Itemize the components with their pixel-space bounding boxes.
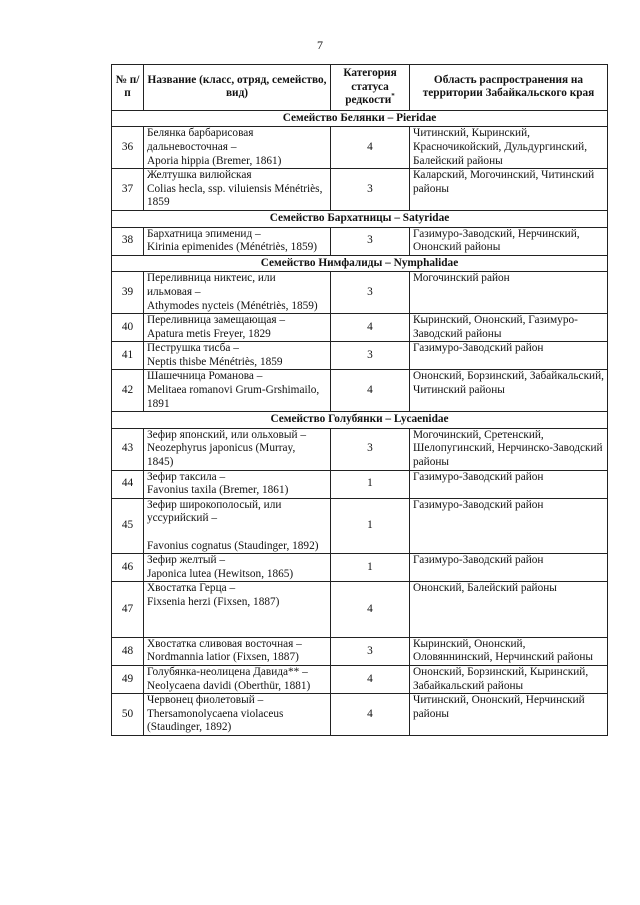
rarity-category: 3 [331, 342, 410, 370]
species-name [144, 314, 331, 342]
species-name [144, 428, 331, 470]
row-number: 45 [112, 498, 144, 553]
species-name [144, 169, 331, 211]
distribution-area: Каларский, Могочинский, Читинский районы [410, 169, 608, 211]
rarity-category: 4 [331, 694, 410, 736]
rarity-category: 1 [331, 470, 410, 498]
header-category-mark: * [391, 92, 395, 101]
rarity-category: 3 [331, 272, 410, 314]
family-row [112, 110, 608, 127]
species-name-line: Зефир таксила – [147, 470, 226, 483]
species-name-line: Голубянка-неолицена Давида** – [147, 665, 308, 678]
species-name-line [147, 610, 327, 624]
rarity-category: 4 [331, 665, 410, 693]
species-name-line [147, 526, 327, 540]
table-row [112, 370, 608, 412]
species-name-line: уссурийский – [147, 512, 217, 525]
family-row [112, 255, 608, 272]
header-name: Название (класс, отряд, семейство, вид) [144, 65, 331, 111]
species-name-line: 1845) [147, 456, 174, 469]
row-number: 41 [112, 342, 144, 370]
distribution-area: Читинский, Кыринский, Красночикойский, Дульдургинский, Балейский районы [410, 127, 608, 169]
distribution-area: Газимуро-Заводский район [410, 470, 608, 498]
table-body [112, 110, 608, 735]
row-number: 48 [112, 637, 144, 665]
table-row [112, 498, 608, 553]
species-name-line: Белянка барбарисовая [147, 127, 254, 140]
family-row [112, 412, 608, 429]
rarity-category: 1 [331, 554, 410, 582]
table-row [112, 314, 608, 342]
header-area: Область распространения на территории Забайкальского края [410, 65, 608, 111]
family-row [112, 210, 608, 227]
species-name-line: Шашечница Романова – [147, 370, 263, 383]
row-number: 42 [112, 370, 144, 412]
row-number: 43 [112, 428, 144, 470]
rarity-category: 3 [331, 169, 410, 211]
distribution-area: Газимуро-Заводский район [410, 342, 608, 370]
species-name-line: Colias hecla, ssp. viluiensis Ménétriès, [147, 182, 323, 195]
table-row [112, 127, 608, 169]
species-name-line: Kirinia epimenides (Ménétriès, 1859) [147, 241, 318, 254]
species-name-line: Apatura metis Freyer, 1829 [147, 327, 271, 340]
species-name-line: Thersamonolycaena violaceus [147, 707, 284, 720]
species-name-line: Зефир желтый – [147, 554, 226, 567]
row-number: 39 [112, 272, 144, 314]
species-name [144, 272, 331, 314]
species-name [144, 582, 331, 637]
species-name-line: Athymodes nycteis (Ménétriès, 1859) [147, 299, 318, 312]
row-number: 36 [112, 127, 144, 169]
species-name-line: 1859 [147, 196, 170, 209]
rarity-category: 4 [331, 314, 410, 342]
distribution-area: Читинский, Ононский, Нерчинский районы [410, 694, 608, 736]
table-row [112, 665, 608, 693]
table-row [112, 694, 608, 736]
row-number: 46 [112, 554, 144, 582]
species-name [144, 127, 331, 169]
species-name-line: 1891 [147, 397, 170, 410]
row-number: 44 [112, 470, 144, 498]
row-number: 37 [112, 169, 144, 211]
distribution-area: Газимуро-Заводский район [410, 554, 608, 582]
species-name-line: Зефир широкополосый, или [147, 498, 282, 511]
table-row [112, 169, 608, 211]
species-name-line: Fixsenia herzi (Fixsen, 1887) [147, 595, 280, 608]
species-name [144, 227, 331, 255]
rarity-category: 4 [331, 370, 410, 412]
table-header-row [112, 65, 608, 111]
species-name-line: Favonius taxila (Bremer, 1861) [147, 484, 289, 497]
red-book-table [111, 64, 608, 736]
species-name-line [147, 623, 327, 637]
distribution-area: Газимуро-Заводский, Нерчинский, Ононский районы [410, 227, 608, 255]
distribution-area: Газимуро-Заводский район [410, 498, 608, 553]
table-row [112, 272, 608, 314]
page-number: 7 [317, 38, 323, 52]
header-number: № п/п [112, 65, 144, 111]
species-name [144, 342, 331, 370]
species-name [144, 694, 331, 736]
species-name-line: Melitaea romanovi Grum-Grshimailo, [147, 384, 320, 397]
species-name-line: Желтушка вилюйская [147, 169, 252, 182]
family-title: Семейство Голубянки – Lycaenidae [112, 412, 608, 429]
distribution-area: Кыринский, Ононский, Оловяннинский, Нерчинский районы [410, 637, 608, 665]
header-category-text: Категория статуса редкости [343, 67, 397, 107]
table-row [112, 470, 608, 498]
header-category [331, 65, 410, 111]
species-name-line: Пеструшка тисба – [147, 342, 239, 355]
row-number: 50 [112, 694, 144, 736]
distribution-area: Ононский, Борзинский, Кыринский, Забайкальский районы [410, 665, 608, 693]
table-row [112, 227, 608, 255]
table-row [112, 342, 608, 370]
distribution-area: Кыринский, Ононский, Газимуро-Заводский районы [410, 314, 608, 342]
species-name-line: ильмовая – [147, 285, 201, 298]
family-title: Семейство Белянки – Pieridae [112, 110, 608, 127]
species-name [144, 498, 331, 553]
rarity-category: 1 [331, 498, 410, 553]
species-name-line: Aporia hippia (Bremer, 1861) [147, 154, 282, 167]
table-row [112, 582, 608, 637]
species-name-line: Хвостатка Герца – [147, 582, 236, 595]
row-number: 40 [112, 314, 144, 342]
species-name [144, 637, 331, 665]
distribution-area: Могочинский, Сретенский, Шелопугинский, Нерчинско-Заводский районы [410, 428, 608, 470]
species-name-line: Nordmannia latior (Fixsen, 1887) [147, 651, 299, 664]
species-name-line: Neolycaena davidi (Oberthür, 1881) [147, 679, 311, 692]
rarity-category: 3 [331, 637, 410, 665]
species-name [144, 370, 331, 412]
species-name-line: Japonica lutea (Hewitson, 1865) [147, 567, 294, 580]
species-name-line: Бархатница эпименид – [147, 227, 261, 240]
species-name-line: Червонец фиолетовый – [147, 694, 264, 707]
species-name-line: (Staudinger, 1892) [147, 721, 232, 734]
rarity-category: 4 [331, 582, 410, 637]
table-row [112, 554, 608, 582]
species-name [144, 470, 331, 498]
species-name-line: Переливница никтеис, или [147, 272, 276, 285]
row-number: 49 [112, 665, 144, 693]
species-name-line: Переливница замещающая – [147, 314, 286, 327]
species-name-line: Хвостатка сливовая восточная – [147, 637, 302, 650]
rarity-category: 3 [331, 227, 410, 255]
species-name-line: Neptis thisbe Ménétriès, 1859 [147, 355, 283, 368]
species-name [144, 554, 331, 582]
row-number: 47 [112, 582, 144, 637]
table-row [112, 637, 608, 665]
table-row [112, 428, 608, 470]
distribution-area: Могочинский район [410, 272, 608, 314]
row-number: 38 [112, 227, 144, 255]
species-name-line: дальневосточная – [147, 140, 237, 153]
rarity-category: 3 [331, 428, 410, 470]
rarity-category: 4 [331, 127, 410, 169]
family-title: Семейство Нимфалиды – Nymphalidae [112, 255, 608, 272]
species-name [144, 665, 331, 693]
species-name-line: Neozephyrus japonicus (Murray, [147, 442, 296, 455]
distribution-area: Ононский, Балейский районы [410, 582, 608, 637]
family-title: Семейство Бархатницы – Satyridae [112, 210, 608, 227]
species-name-line: Favonius cognatus (Staudinger, 1892) [147, 539, 319, 552]
distribution-area: Ононский, Борзинский, Забайкальский, Читинский районы [410, 370, 608, 412]
species-name-line: Зефир японский, или ольховый – [147, 428, 306, 441]
